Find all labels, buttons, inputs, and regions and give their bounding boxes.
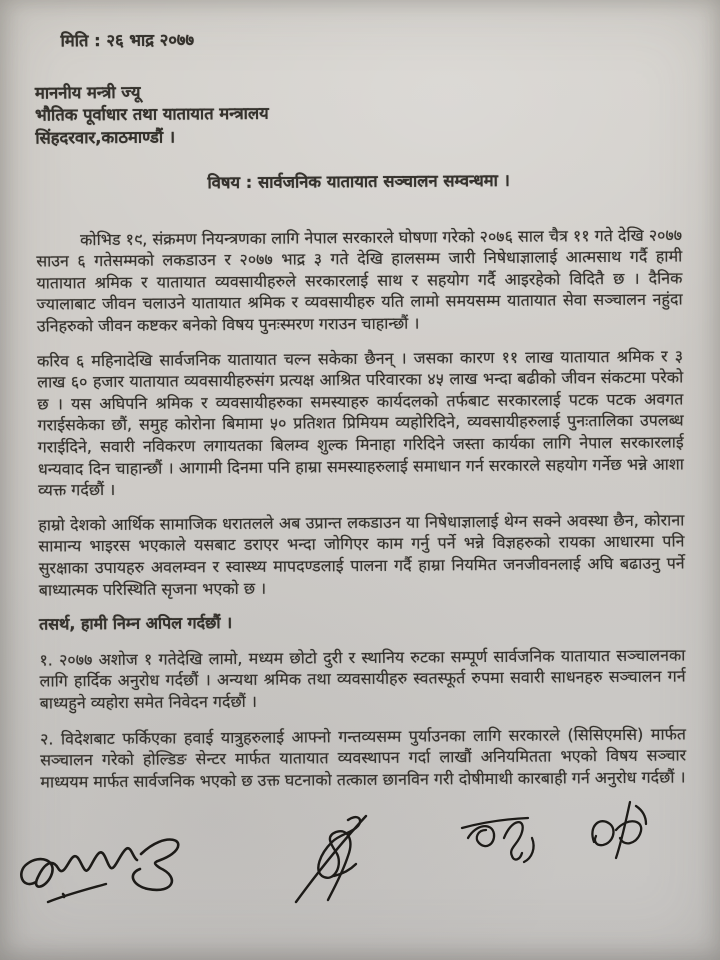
addressee-line-2: भौतिक पूर्वाधार तथा यातायात मन्त्रालय (35, 103, 269, 125)
addressee-block (35, 77, 682, 150)
subject-line: विषय : सार्वजनिक यातायात सञ्चालन सम्वन्धमा । (207, 170, 510, 193)
appeal-heading: तसर्थ, हामी निम्न अपिल गर्दछौं । (39, 613, 233, 634)
paragraph-1: कोभिड १९, संक्रमण नियन्त्रणका लागि नेपाल सरकारले घोषणा गरेको २०७६ साल चैत्र ११ गते देखि २०७७ साउन ६ गतेसम्मको लकडाउन र २०७७ भाद्र ३ गते देखि हालसम्म जारी निषेधाज्ञालाई आत्मसाथ गर्दै हामी यातायात श्रमिक र यातायात व्यवसायीहरुले सरकारलाई साथ र सहयोग गर्दै आइरहेको विदितै छ । दैनिक ज्यालाबाट जीवन चलाउने यातायात श्रमिक र व्यवसायीहरु यति लामो समयसम्म यातायात सेवा सञ्चालन नहुंदा उनिहरुको जीवन कष्टकर बनेको विषय पुनःस्मरण गराउन चाहान्छौं । (36, 225, 683, 336)
appeal-item-1: १. २०७७ अशोज १ गतेदेखि लामो, मध्यम छोटो दुरी र स्थानिय रुटका सम्पूर्ण सार्वजनिक यातायात सञ्चालनका लागि हार्दिक अनुरोध गर्दछौं । अन्यथा श्रमिक तथा व्यवसायीहरु स्वतस्फूर्त रुपमा सवारी साधनहरु सञ्चालन गर्न बाध्यहुने व्यहोरा समेत निवेदन गर्दछौं । (39, 645, 686, 713)
addressee-line-3: सिंहदरवार,काठमाण्डौं । (35, 127, 176, 148)
date-line: मिति : २६ भाद्र २०७७ (60, 30, 195, 51)
addressee-line-1: माननीय मन्त्री ज्यू (34, 82, 141, 103)
paragraph-2: करिव ६ महिनादेखि सार्वजनिक यातायात चल्न सकेका छैनन् । जसका कारण ११ लाख यातायात श्रमिक र ३ लाख ६० हजार यातायात व्यवसायीहरुसंग प्रत्यक्ष आश्रित परिवारका ४५ लाख भन्दा बढीको जीवन संकटमा परेको छ । यस अघिपनि श्रमिक र व्यवसायीहरुका समस्याहरु कार्यदलको तर्फबाट सरकारलाई पटक पटक अवगत गराईसकेका छौं, समुह कोरोना बिमामा ५० प्रतिशत प्रिमियम व्यहोरिदिने, व्यवसायीहरुलाई पुनःतालिका उपलब्ध गराईदिने, सवारी नविकरण लगायतका बिलम्व शुल्क मिनाहा गरिदिने जस्ता कार्यका लागि नेपाल सरकारलाई धन्यवाद दिन चाहान्छौं । आगामी दिनमा पनि हाम्रा समस्याहरुलाई समाधान गर्न सरकारले सहयोग गर्नेछ भन्ने आशा व्यक्त गर्दछौं । (36, 346, 684, 500)
appeal-item-2: २. विदेशबाट फर्किएका हवाई यात्रुहरुलाई आफ्नो गन्तव्यसम्म पुर्याउनका लागि सरकारले (सिसिएमसि) मार्फत सञ्चालन गरेको होल्डिङ सेन्टर मार्फत यातायात व्यवस्थापन गर्दा लाखौं अनियमितता भएको विषय सञ्चार माध्ययम मार्फत सार्वजनिक भएको छ उक्त घटनाको तत्काल छानविन गरी दोषीमाथी कारबाही गर्न अनुरोध गर्दछौं । (39, 724, 687, 792)
paragraph-3: हाम्रो देशको आर्थिक सामाजिक धरातलले अब उप्रान्त लकडाउन या निषेधाज्ञालाई थेग्न सक्ने अवस्था छैन, कोराना सामान्य भाइरस भएकाले यसबाट डराएर भन्दा जोगिएर काम गर्नु पर्ने भन्ने विज्ञहरुको रायका आधारमा पनि सुरक्षाका उपायहरु अवलम्वन र स्वास्थ्य मापदण्डलाई पालना गर्दै हाम्रा नियमित जनजीवनलाई अघि बढाउनु पर्ने बाध्यात्मक परिस्थिति सृजना भएको छ । (38, 510, 685, 600)
